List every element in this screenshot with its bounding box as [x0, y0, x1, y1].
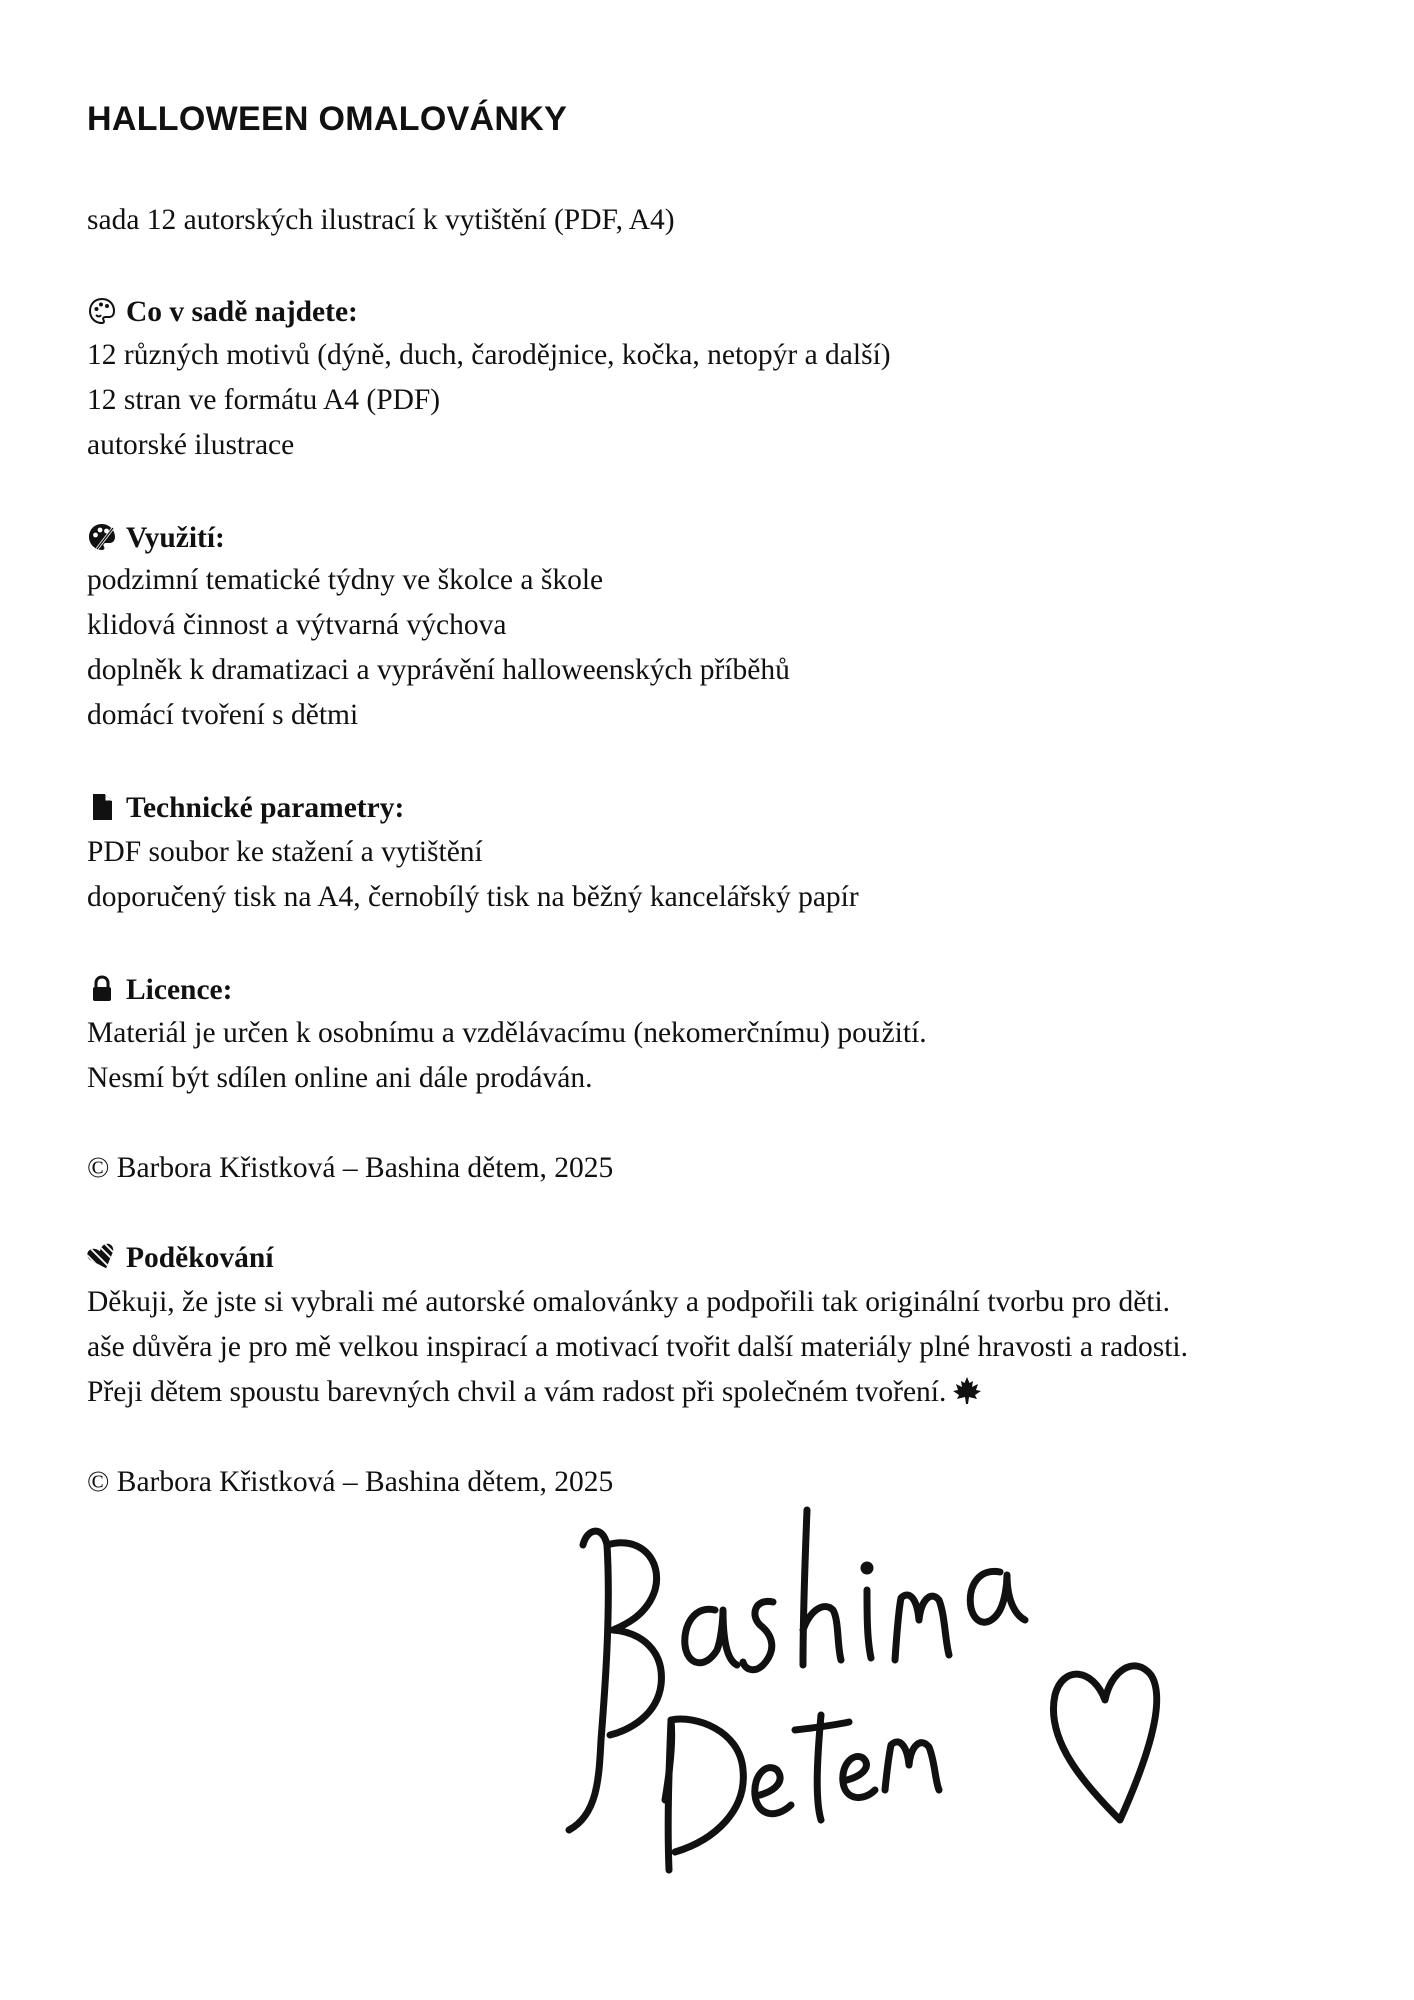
palette-face-icon: [87, 296, 117, 326]
palette-icon: [87, 522, 117, 552]
list-item: 12 různých motivů (dýně, duch, čarodějnice, kočka, netopýr a další): [87, 339, 891, 371]
list-item: autorské ilustrace: [87, 429, 295, 461]
section-heading-text: Co v sadě najdete:: [126, 296, 358, 328]
signature-text: Bashina Dětem: [871, 1690, 879, 1691]
list-item: 12 stran ve formátu A4 (PDF): [87, 384, 441, 416]
handwritten-signature: [545, 1490, 1205, 1910]
list-item: aše důvěra je pro mě velkou inspirací a motivací tvořit další materiály plné hravosti a radosti.: [87, 1331, 1188, 1363]
list-item: Nesmí být sdílen online ani dále prodáván.: [87, 1062, 593, 1094]
document-icon: [87, 792, 117, 822]
list-item: klidová činnost a výtvarná výchova: [87, 609, 507, 641]
section-heading-text: Technické parametry:: [126, 792, 405, 824]
section-heading-technical: [87, 788, 404, 828]
section-heading-text: Poděkování: [126, 1242, 274, 1274]
section-heading-contents: [87, 292, 358, 332]
lock-icon: [87, 974, 117, 1004]
maple-leaf-icon: [952, 1375, 982, 1405]
list-item: [87, 1372, 982, 1412]
list-item: Materiál je určen k osobnímu a vzdělávacímu (nekomerčnímu) použití.: [87, 1017, 927, 1049]
section-heading-text: Využití:: [126, 522, 225, 554]
list-item: doporučený tisk na A4, černobílý tisk na běžný kancelářský papír: [87, 881, 859, 913]
thanks-text: Přeji dětem spoustu barevných chvil a vám radost při společném tvoření.: [87, 1376, 947, 1408]
section-heading-license: [87, 970, 232, 1010]
list-item: podzimní tematické týdny ve školce a škole: [87, 564, 604, 596]
section-heading-text: Licence:: [126, 974, 233, 1006]
list-item: PDF soubor ke stažení a vytištění: [87, 836, 483, 868]
section-heading-thanks: [87, 1238, 274, 1278]
section-heading-usage: [87, 518, 225, 558]
list-item: doplněk k dramatizaci a vyprávění halloweenských příběhů: [87, 654, 790, 686]
list-item: domácí tvoření s dětmi: [87, 699, 359, 731]
copyright: © Barbora Křistková – Bashina dětem, 2025: [87, 1152, 614, 1184]
page-title: HALLOWEEN OMALOVÁNKY: [87, 100, 568, 138]
subtitle: sada 12 autorských ilustrací k vytištění (PDF, A4): [87, 204, 675, 236]
copyright: © Barbora Křistková – Bashina dětem, 2025: [87, 1466, 614, 1498]
list-item: Děkuji, že jste si vybrali mé autorské omalovánky a podpořili tak originální tvorbu pro děti.: [87, 1286, 1171, 1318]
striped-heart-icon: [87, 1242, 117, 1272]
